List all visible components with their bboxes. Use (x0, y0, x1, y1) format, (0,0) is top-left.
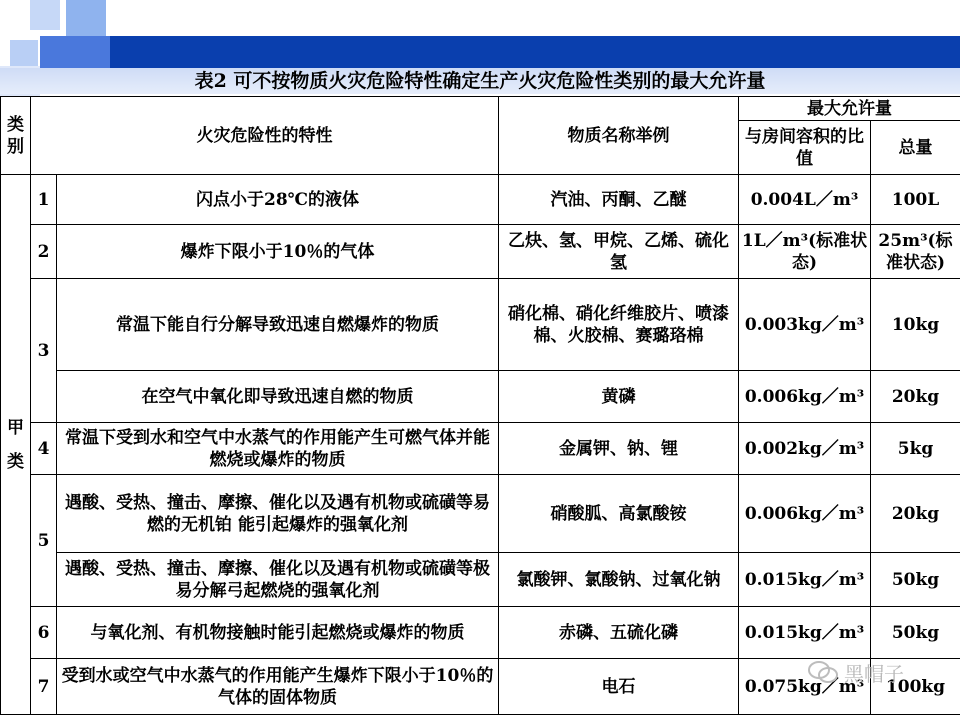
row-ratio: 0.006kg／m³ (739, 371, 871, 423)
row-ratio: 0.015kg／m³ (739, 607, 871, 659)
table-row (1, 279, 960, 371)
row-ratio: 0.006kg／m³ (739, 475, 871, 553)
row-ratio: 0.015kg／m³ (739, 553, 871, 607)
row-number: 4 (31, 423, 57, 475)
row-characteristic: 常温下能自行分解导致迅速自燃爆炸的物质 (57, 279, 499, 371)
row-examples: 电石 (499, 659, 739, 715)
table-row (1, 423, 960, 475)
row-examples: 氯酸钾、氯酸钠、过氧化钠 (499, 553, 739, 607)
header-examples: 物质名称举例 (499, 97, 739, 175)
row-characteristic: 遇酸、受热、撞击、摩擦、催化以及遇有机物或硫磺等易燃的无机铂 能引起爆炸的强氧化剂 (57, 475, 499, 553)
row-number: 3 (31, 279, 57, 423)
row-total: 5kg (871, 423, 960, 475)
row-examples: 金属钾、钠、锂 (499, 423, 739, 475)
table-row (1, 175, 960, 225)
row-ratio: 0.003kg／m³ (739, 279, 871, 371)
row-characteristic: 遇酸、受热、撞击、摩擦、催化以及遇有机物或硫磺等极易分解弓起燃烧的强氧化剂 (57, 553, 499, 607)
row-number: 5 (31, 475, 57, 607)
row-characteristic: 与氧化剂、有机物接触时能引起燃烧或爆炸的物质 (57, 607, 499, 659)
row-total: 10kg (871, 279, 960, 371)
header-total: 总量 (871, 121, 960, 175)
row-total: 100L (871, 175, 960, 225)
header-category (1, 97, 31, 175)
header-max: 最大允许量 (739, 97, 960, 121)
decor-square (66, 0, 106, 40)
table-row (1, 371, 960, 423)
table-row (1, 659, 960, 715)
row-ratio: 1L／m³(标准状态) (739, 225, 871, 279)
table-title: 表2 可不按物质火灾危险特性确定生产火灾危险性类别的最大允许量 (0, 68, 960, 94)
row-characteristic: 常温下受到水和空气中水蒸气的作用能产生可燃气体并能燃烧或爆炸的物质 (57, 423, 499, 475)
row-number: 7 (31, 659, 57, 715)
category-cell (1, 175, 31, 715)
row-examples: 乙炔、氢、甲烷、乙烯、硫化氢 (499, 225, 739, 279)
row-total: 100kg (871, 659, 960, 715)
table-row (1, 607, 960, 659)
row-examples: 硝化棉、硝化纤维胶片、喷漆棉、火胶棉、赛璐珞棉 (499, 279, 739, 371)
header-ratio: 与房间容积的比值 (739, 121, 871, 175)
max-allowance-table (0, 96, 960, 715)
table-row (1, 475, 960, 553)
row-ratio: 0.075kg／m³ (739, 659, 871, 715)
row-number: 2 (31, 225, 57, 279)
header-category-text: 类别 (7, 114, 24, 157)
row-total: 25m³(标准状态) (871, 225, 960, 279)
row-examples: 赤磷、五硫化磷 (499, 607, 739, 659)
watermark-text: 黑帽子 (844, 661, 904, 686)
category-text: 甲类 (7, 417, 24, 472)
table-row (1, 225, 960, 279)
row-characteristic: 闪点小于28℃的液体 (57, 175, 499, 225)
table-row (1, 553, 960, 607)
row-characteristic: 受到水或空气中水蒸气的作用能产生爆炸下限小于10％的气体的固体物质 (57, 659, 499, 715)
row-ratio: 0.002kg／m³ (739, 423, 871, 475)
decor-square (30, 0, 60, 30)
row-number: 1 (31, 175, 57, 225)
row-examples: 黄磷 (499, 371, 739, 423)
row-characteristic: 在空气中氧化即导致迅速自燃的物质 (57, 371, 499, 423)
row-ratio: 0.004L／m³ (739, 175, 871, 225)
row-total: 20kg (871, 475, 960, 553)
row-total: 50kg (871, 607, 960, 659)
header-characteristic: 火灾危险性的特性 (31, 97, 499, 175)
row-number: 6 (31, 607, 57, 659)
row-total: 20kg (871, 371, 960, 423)
row-characteristic: 爆炸下限小于10％的气体 (57, 225, 499, 279)
row-examples: 硝酸胍、高氯酸铵 (499, 475, 739, 553)
row-examples: 汽油、丙酮、乙醚 (499, 175, 739, 225)
row-total: 50kg (871, 553, 960, 607)
